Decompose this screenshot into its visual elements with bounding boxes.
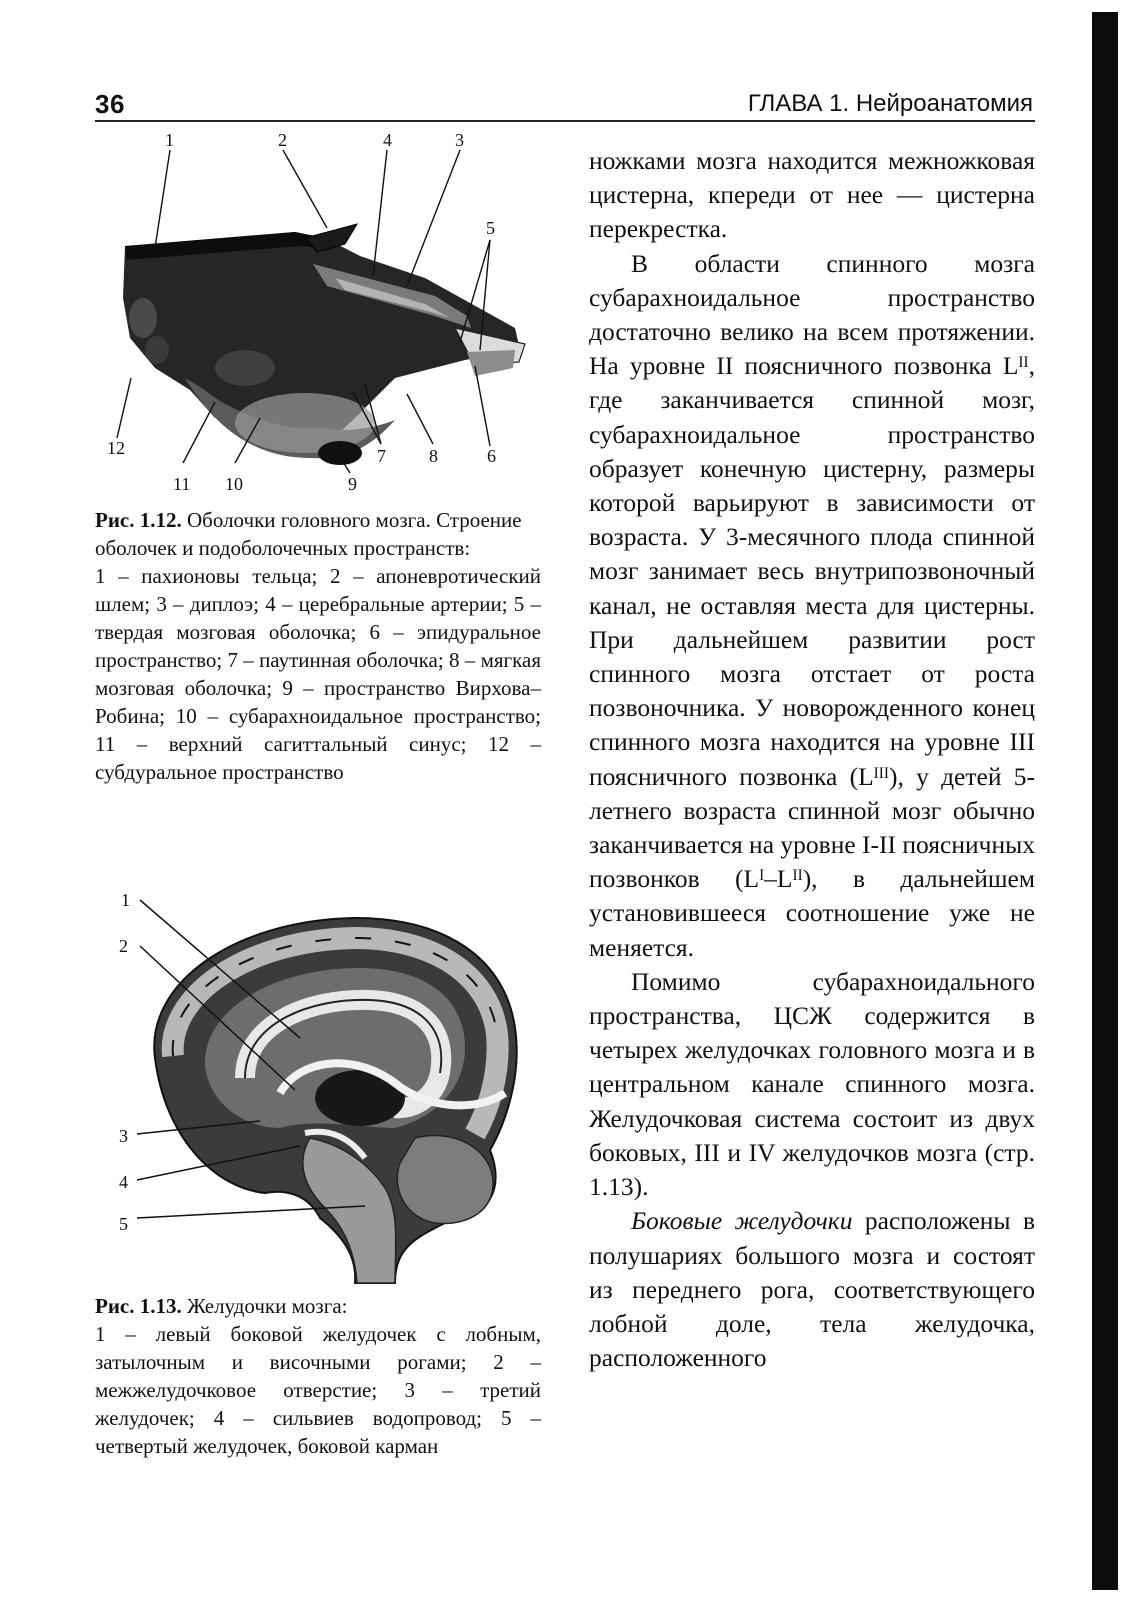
figure-1-caption <box>95 506 541 786</box>
fig1-label-3: 3 <box>455 130 464 150</box>
fig1-label-4: 4 <box>383 130 392 150</box>
figure-2-caption-legend: 1 – левый боковой желудочек с лобным, затылочным и височными рогами; 2 – межжелудочковое отверстие; 3 – третий желудочек; 4 – сильвиев водопровод; 5 – четвертый желудочек, боковой карман <box>95 1322 541 1458</box>
body-text-column <box>589 144 1035 1375</box>
page-number: 36 <box>95 89 125 119</box>
figure-2-caption-title-text: Желудочки мозга: <box>181 1294 348 1318</box>
figure-2-caption-label: Рис. 1.13. <box>95 1294 182 1318</box>
fig1-label-11: 11 <box>173 474 191 494</box>
paragraph-4-text: расположены в полушариях большого мозга и состоят из переднего рога, соответствующего лобной доле, тела желудочка, расположенного <box>589 1206 1035 1373</box>
fig1-label-7: 7 <box>377 446 386 466</box>
fig1-label-10: 10 <box>225 474 243 494</box>
figure-2-caption <box>95 1292 541 1460</box>
paragraph-3: Помимо субарахноидального пространства, ЦСЖ содержится в четырех желудочках головного мозга и в центральном канале спинного мозга. Желудочковая система состоит из двух боковых, III и IV желудочков мозга (стр. 1.13). <box>589 966 1035 1202</box>
figure-1-caption-label: Рис. 1.12. <box>95 508 182 532</box>
term-lateral-ventricles: Боковые желудочки <box>631 1206 853 1236</box>
running-head: ГЛАВА 1. Нейроанатомия <box>747 90 1033 117</box>
figure-2-caption-title <box>95 1292 541 1320</box>
fig1-label-9: 9 <box>348 474 357 494</box>
fig1-label-5: 5 <box>486 218 495 238</box>
figure-meninges-illustration <box>95 128 545 498</box>
fig1-label-6: 6 <box>487 446 496 466</box>
paragraph-1: ножками мозга находится межножковая цистерна, кпереди от нее — цистерна перекрестка. <box>589 146 1035 244</box>
fig1-label-12: 12 <box>107 438 125 458</box>
fig2-label-5: 5 <box>119 1214 128 1234</box>
fig2-label-3: 3 <box>119 1126 128 1146</box>
fig1-label-2: 2 <box>278 130 287 150</box>
fig1-label-8: 8 <box>429 446 438 466</box>
figure-1-caption-title <box>95 506 541 562</box>
paragraph-2: В области спинного мозга субарахноидальное пространство достаточно велико на всем протяжении. На уровне II поясничного позвонка Lᴵᴵ, где заканчивается спинной мозг, субарахноидальное пространство образует конечную цистерну, размеры которой варьируют в зависимости от возраста. У 3-месячного плода спинной мозг занимает весь внутрипозвоночный канал, не оставляя места для цистерны. При дальнейшем развитии рост спинного мозга отстает от роста позвоночника. У новорожденного конец спинного мозга находится на уровне III поясничного позвонка (Lᴵᴵᴵ), у детей 5-летнего возраста спинной мозг обычно заканчивается на уровне I-II поясничных позвонков (Lᴵ–Lᴵᴵ), в дальнейшем установившееся соотношение уже не меняется. <box>589 248 1035 962</box>
header-rule <box>95 120 1035 122</box>
paragraph-4 <box>589 1204 1035 1375</box>
fig2-label-4: 4 <box>119 1172 128 1192</box>
page-edge-shadow <box>1092 12 1118 1590</box>
fig1-label-1: 1 <box>165 130 174 150</box>
figure-1-caption-legend: 1 – пахионовы тельца; 2 – апоневротический шлем; 3 – диплоэ; 4 – церебральные артерии; 5 – твердая мозговая оболочка; 6 – эпидуральное пространство; 7 – паутинная оболочка; 8 – мягкая мозговая оболочка; 9 – пространство Вирхова–Робина; 10 – субарахноидальное пространство; 11 – верхний сагиттальный синус; 12 – субдуральное пространство <box>95 564 541 784</box>
fig2-label-1: 1 <box>121 890 130 910</box>
figure-1-caption-title-text: Оболочки головного мозга. Строение оболочек и подоболочечных пространств: <box>95 508 522 560</box>
fig2-label-2: 2 <box>119 936 128 956</box>
figure-ventricles-illustration <box>95 888 545 1293</box>
